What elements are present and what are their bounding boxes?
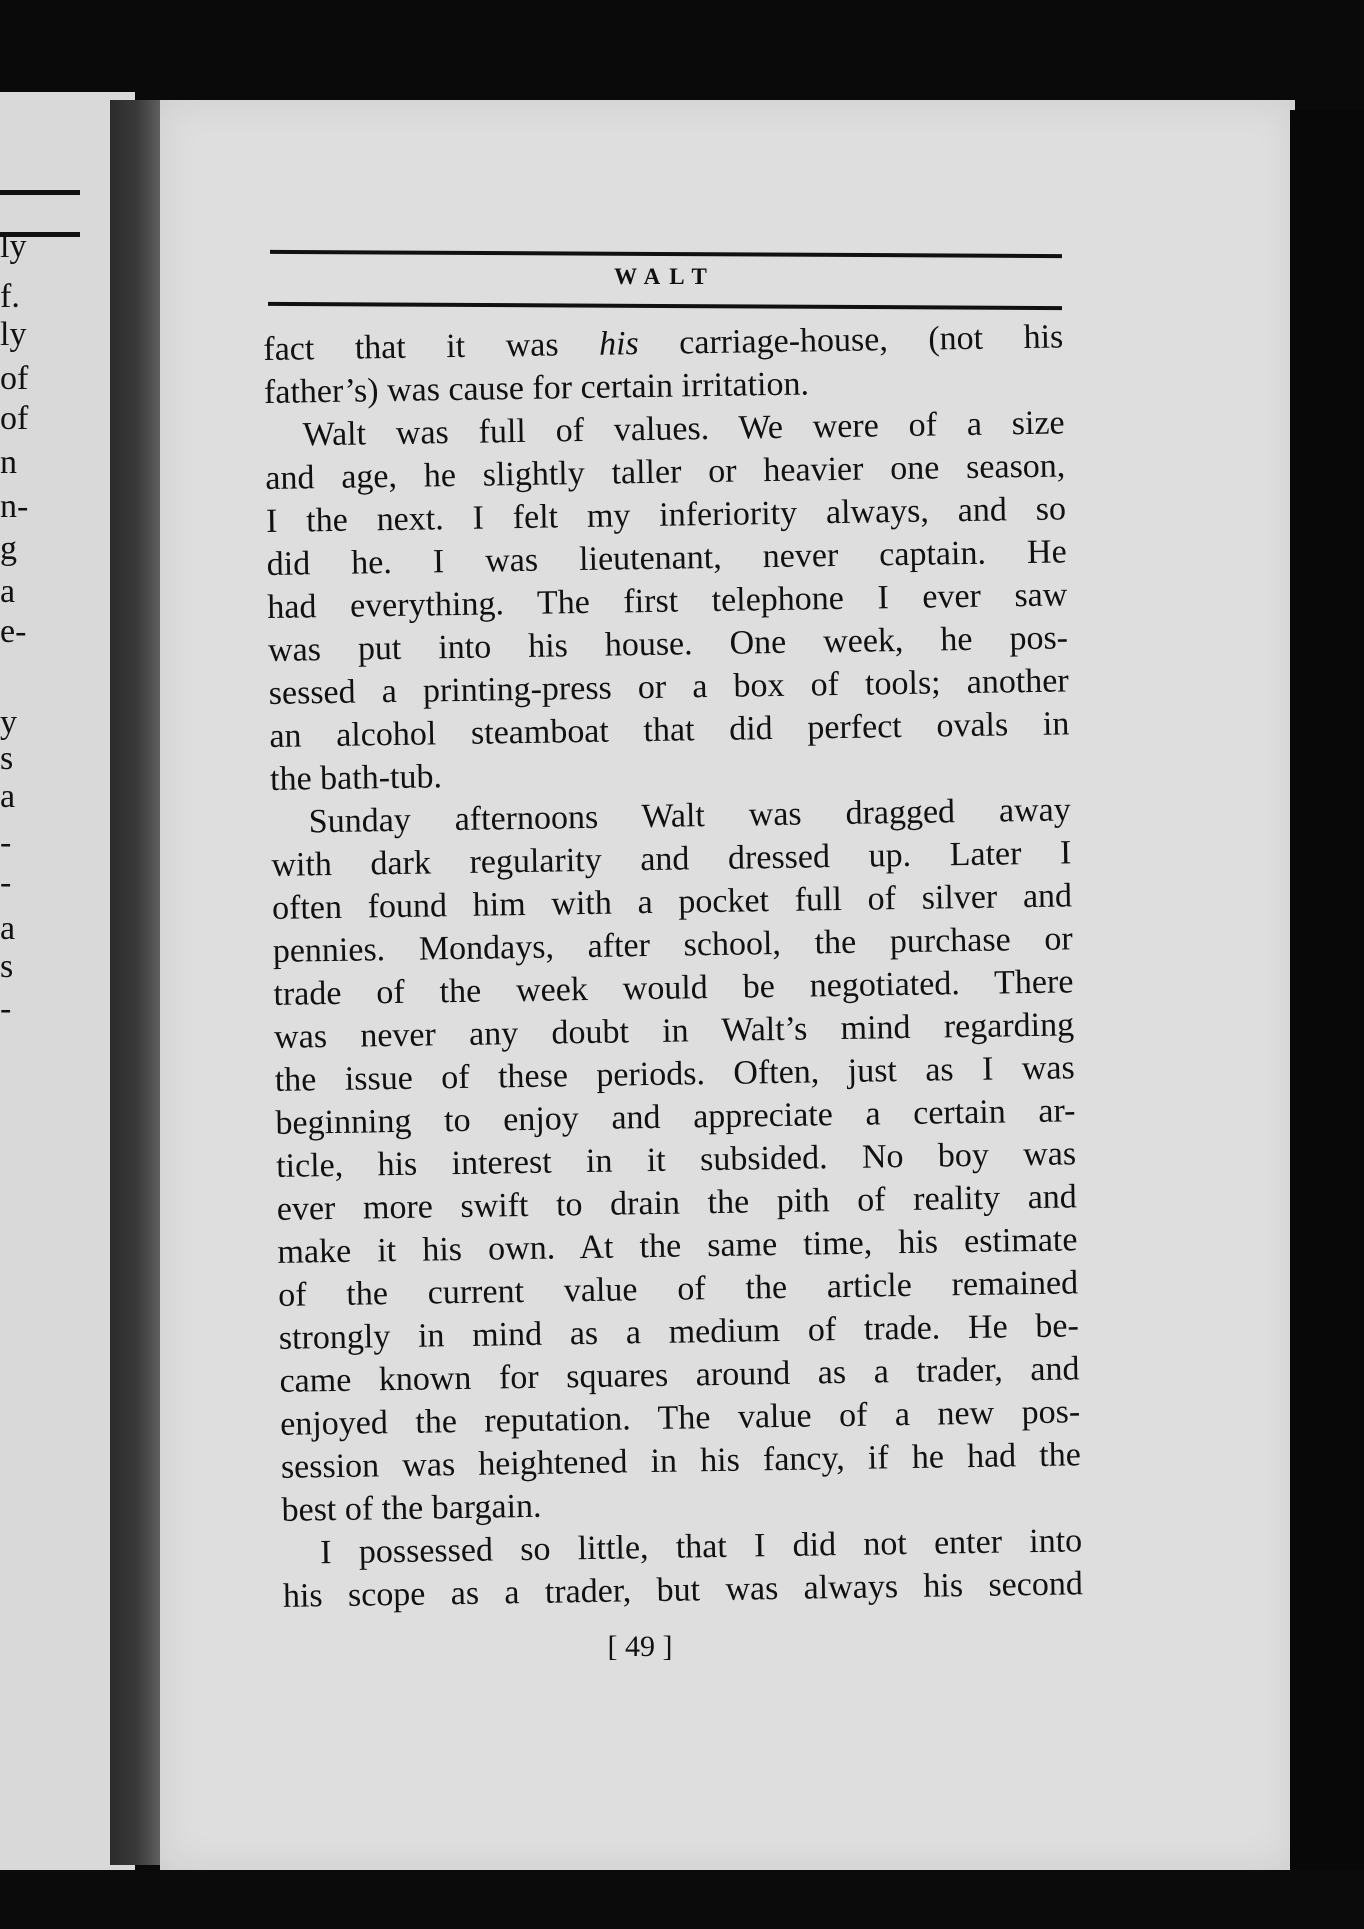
bottom-background	[0, 1870, 1364, 1929]
facing-page-fragment: a	[0, 573, 16, 610]
facing-page-fragment: g	[0, 530, 17, 567]
text-segment: make it his own. At the same time, his estimate	[277, 1221, 1078, 1271]
text-segment: session was heightened in his fancy, if he had the	[280, 1436, 1082, 1486]
facing-page-fragment: e-	[0, 613, 27, 650]
text-segment: ever more swift to drain the pith of reality and	[276, 1178, 1078, 1228]
italic-word: his	[598, 325, 640, 363]
facing-page-fragment: of	[0, 400, 29, 437]
facing-page-rule	[0, 190, 80, 195]
body-text	[263, 315, 1083, 1617]
paragraph	[263, 315, 1064, 414]
text-segment: I the next. I felt my inferiority always, and so	[265, 490, 1067, 540]
facing-page-fragment: s	[0, 740, 14, 777]
text-segment: was put into his house. One week, he pos-	[267, 619, 1069, 669]
facing-page-fragment: ly	[0, 228, 27, 265]
running-header: WALT	[614, 264, 716, 289]
text-segment: trade of the week would be negotiated. There	[273, 963, 1074, 1013]
facing-page-fragment: of	[0, 360, 29, 397]
facing-page-fragment: a	[0, 910, 16, 947]
facing-page-fragment: ly	[0, 316, 27, 353]
text-segment: came known for squares around as a trader, and	[279, 1350, 1080, 1400]
text-segment: the issue of these periods. Often, just as I was	[274, 1049, 1076, 1099]
text-segment: often found him with a pocket full of silver and	[271, 877, 1073, 927]
facing-page-fragment: a	[0, 778, 16, 815]
text-segment: beginning to enjoy and appreciate a certain ar-	[275, 1092, 1076, 1142]
paragraph	[282, 1519, 1083, 1618]
text-segment: and age, he slightly taller or heavier one season,	[265, 447, 1066, 497]
paragraph	[270, 788, 1081, 1531]
facing-page-fragment: -	[0, 824, 12, 861]
text-segment: with dark regularity and dressed up. Later I	[271, 834, 1072, 884]
text-segment: sessed a printing-press or a box of tools; another	[268, 662, 1069, 712]
text-segment: I possessed so little, that I did not enter into	[319, 1522, 1083, 1572]
text-segment: father’s) was cause for certain irritation.	[263, 365, 810, 411]
text-segment: had everything. The first telephone I ever saw	[267, 576, 1068, 626]
facing-page-fragment: s	[0, 948, 14, 985]
text-segment: the bath-tub.	[269, 758, 443, 798]
paragraph	[264, 401, 1070, 801]
facing-page-fragment: -	[0, 990, 12, 1027]
text-segment: was never any doubt in Walt’s mind regarding	[273, 1006, 1075, 1056]
facing-page-fragment: f.	[0, 278, 20, 315]
text-segment: an alcohol steamboat that did perfect ovals in	[269, 705, 1070, 755]
text-segment: of the current value of the article remained	[277, 1264, 1079, 1314]
text-segment: carriage-house, (not his	[638, 318, 1064, 363]
right-background	[1290, 110, 1364, 1870]
text-segment: did he. I was lieutenant, never captain. He	[266, 533, 1067, 583]
text-segment: his scope as a trader, but was always his second	[282, 1565, 1084, 1615]
facing-page-fragment: n-	[0, 488, 29, 525]
facing-page-fragment: -	[0, 864, 12, 901]
text-segment: strongly in mind as a medium of trade. He be-	[278, 1307, 1080, 1357]
text-segment: Sunday afternoons Walt was dragged away	[308, 791, 1071, 841]
text-segment: pennies. Mondays, after school, the purchase or	[272, 920, 1073, 970]
page-number: [ 49 ]	[607, 1630, 673, 1663]
text-segment: fact that it was	[263, 325, 600, 368]
facing-page-fragment: y	[0, 704, 17, 741]
text-segment: ticle, his interest in it subsided. No boy was	[275, 1135, 1077, 1185]
text-segment: Walt was full of values. We were of a size	[302, 404, 1065, 454]
text-segment: best of the bargain.	[281, 1487, 542, 1529]
facing-page-fragment: n	[0, 444, 17, 481]
text-segment: enjoyed the reputation. The value of a new pos-	[279, 1393, 1081, 1443]
